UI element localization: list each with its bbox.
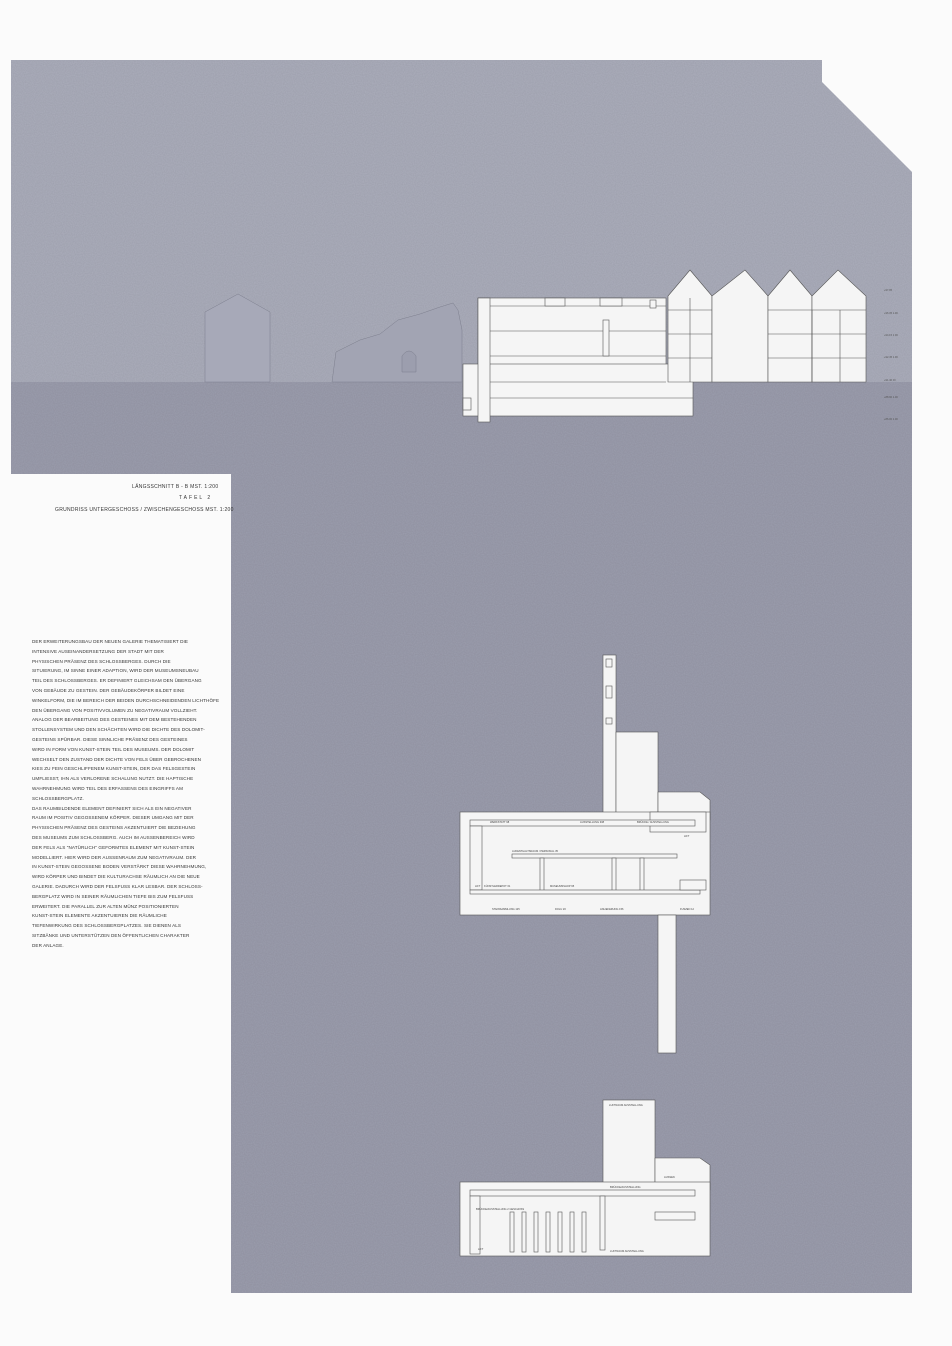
description-line: SITZBÄNKE UND UNTERSTÜTZEN DEN ÖFFENTLICHEN CHARAKTER <box>32 932 190 938</box>
description-line: RAUM IM POSITIV GEGOSSENEM KÖRPER. DIESER UMGANG MIT DER <box>32 815 194 821</box>
level-label: +94.15 1.00 <box>884 334 898 337</box>
description-line: GESTEINS SPÜRBAR. DIESE SINNLICHE PRÄSENZ DES GESTEINES <box>32 736 188 742</box>
room-label: LIFT <box>684 835 690 838</box>
description-line: ERWEITERT. DIE PARALLEL ZUR ALTEN MÜNZ POSITIONIERTEN <box>32 903 179 909</box>
room-label: AUFENTHALTSRAUM / PERSONAL 35 <box>512 850 558 853</box>
description-line: DES MUSEUMS ZUM SCHLOSSBERG. AUCH IM AUSSENBEREICH WIRD <box>32 834 195 840</box>
description-line: WECHSELT DEN ZUSTAND DER DICHTE VON FELS ÜBER GEBROCHENEN <box>32 756 202 762</box>
description-line: DAS RAUMBILDENDE ELEMENT DEFINIERT SICH ALS EIN NEGATIVER <box>32 805 192 811</box>
room-label: LUFTRAUM AUSSTELLUNG <box>610 1250 644 1253</box>
ruin-arch <box>402 351 416 372</box>
plate-caption: TAFEL 2 <box>179 495 213 501</box>
description-line: KIES ZU FEIN GESCHLIFFENEM KUNST-STEIN, DER DAS FELSGESTEIN <box>32 766 196 772</box>
description-line: UMFLIESST, IHN ALS VERLORENE SCHALUNG NUTZT. DIE HAPTISCHE <box>32 776 194 782</box>
level-label: +88.90 1.00 <box>884 396 898 399</box>
description-line: DEN ÜBERGANG VON POSITIVVOLUMEN ZU NEGATIVRAUM VOLLZIEHT. <box>32 707 198 713</box>
room-label: ANLIEFERUNG 156 <box>600 908 624 911</box>
description-line: PHYSISCHEN PRÄSENZ DES SCHLOSSBERGES. DURCH DIE <box>32 658 171 664</box>
description-line: VON GEBÄUDE ZU GESTEIN. DER GEBÄUDEKÖRPER BILDET EINE <box>32 687 185 693</box>
room-label: FUSZEN 12 <box>680 908 694 911</box>
room-label: DOLU 20 <box>555 908 566 911</box>
room-label: AUSSTELLUNG 308 <box>580 821 605 824</box>
description-line: SITUIERUNG, IM SINNE EINER ADAPTION, WIRD DER MUSEUMSNEUBAU <box>32 668 199 674</box>
description-line: DER FELS ALS "NATÜRLICH" GEFORMTES ELEMENT MIT KUNST-STEIN <box>32 844 195 850</box>
description-line: DER ANLAGE. <box>32 942 64 948</box>
description-line: TEIL DES SCHLOSSBERGES. ER DEFINIERT GLEICHSAM DEN ÜBERGANG <box>32 678 202 684</box>
room-label: KÜNSTLERDEPOT 61 <box>484 885 511 888</box>
room-label: MUSEUMSSHOP 95 <box>550 885 575 888</box>
level-label: +96.35 1.00 <box>884 312 898 315</box>
description-line: IN KUNST-STEIN GEGOSSENE BODEN VERSTÄRKT DIESE WAHRNEHMUNG, <box>32 864 207 870</box>
room-label: WERKSTATT 98 <box>490 821 510 824</box>
description-line: WIRD IN FORM VON KUNST-STEIN TEIL DES MUSEUMS. DER DOLOMIT <box>32 746 195 752</box>
level-label: +97.95 <box>884 289 893 292</box>
room-label: STEINSAMMLUNG 125 <box>492 908 520 911</box>
level-label: +92.45 1.00 <box>884 356 898 359</box>
room-label: LIFT <box>478 1248 484 1251</box>
existing-building-left <box>205 294 270 382</box>
description-line: PHYSISCHEN PRÄSENZ DES GESTEINS AKZENTUIERT DIE BEZIEHUNG <box>32 825 196 831</box>
room-label: BRÜCKE / AUSSTELLUNG <box>637 821 669 824</box>
description-line: DER ERWEITERUNGSBAU DER NEUEN GALERIE THEMATISIERT DIE <box>32 639 189 644</box>
description-line: INTENSIVE AUSEINANDERSETZUNG DER STADT MIT DER <box>32 648 164 654</box>
project-description <box>32 637 222 951</box>
room-label: AUSSEN <box>664 1176 675 1179</box>
room-label: LUFTRAUM AUSSTELLUNG <box>609 1104 643 1107</box>
description-line: WINKELFORM, DIE IM BEREICH DER BEIDEN DURCHSCHNEIDENDEN LICHTHÖFE <box>32 697 220 703</box>
description-line: KUNST-STEIN ELEMENTE AKZENTUIEREN DIE RÄUMLICHE <box>32 913 167 919</box>
description-line: GALERIE. DADURCH WIRD DER FELSFUSS KLAR LESBAR. DER SCHLOSS- <box>32 883 203 889</box>
description-line: WAHRNEHMUNG WIRD TEIL DES ERFASSENS DES EINGRIFFS AM <box>32 785 184 791</box>
description-line: STOLLENSYSTEM UND DEN SCHÄCHTEN WIRD DIE DICHTE DES DOLOMIT- <box>32 727 205 733</box>
room-label: BRÜCKE/AUSSTELLUNG 2 GESCHOSS <box>476 1208 525 1211</box>
description-line: ANALOG DER BEARBEITUNG DES GESTEINES MIT DEM BESTEHENDEN <box>32 717 197 723</box>
room-label: LIFT <box>475 885 481 888</box>
level-label: +91.40 ±0 <box>884 379 896 382</box>
level-label: +86.00 1.00 <box>884 418 898 421</box>
description-line: SCHLOSSBERGPLATZ. <box>32 795 84 801</box>
section-caption: LÄNGSSCHNITT B - B MST. 1:200 <box>132 484 219 490</box>
plan-caption: GRUNDRISS UNTERGESCHOSS / ZWISCHENGESCHOSS MST. 1:200 <box>55 507 234 513</box>
description-line: TIEFENWIRKUNG DES SCHLOSSBERGPLATZES. SIE DIENEN ALS <box>32 923 182 929</box>
description-line: WIRD KÖRPER UND BINDET DIE KULTURACHSE RÄUMLICH AN DIE NEUE <box>32 874 200 880</box>
description-line: MODELLIERT. HIER WIRD DER AUSSENRAUM ZUM NEGATIVRAUM. DER <box>32 854 197 860</box>
room-label: BRÜCKE/AUSSTELLUNG <box>610 1186 641 1189</box>
gallery-section <box>463 298 693 422</box>
description-line: BERGPLATZ WIRD IN SEINER RÄUMLICHEN TIEFE BIS ZUM FELSFUSS <box>32 893 194 899</box>
